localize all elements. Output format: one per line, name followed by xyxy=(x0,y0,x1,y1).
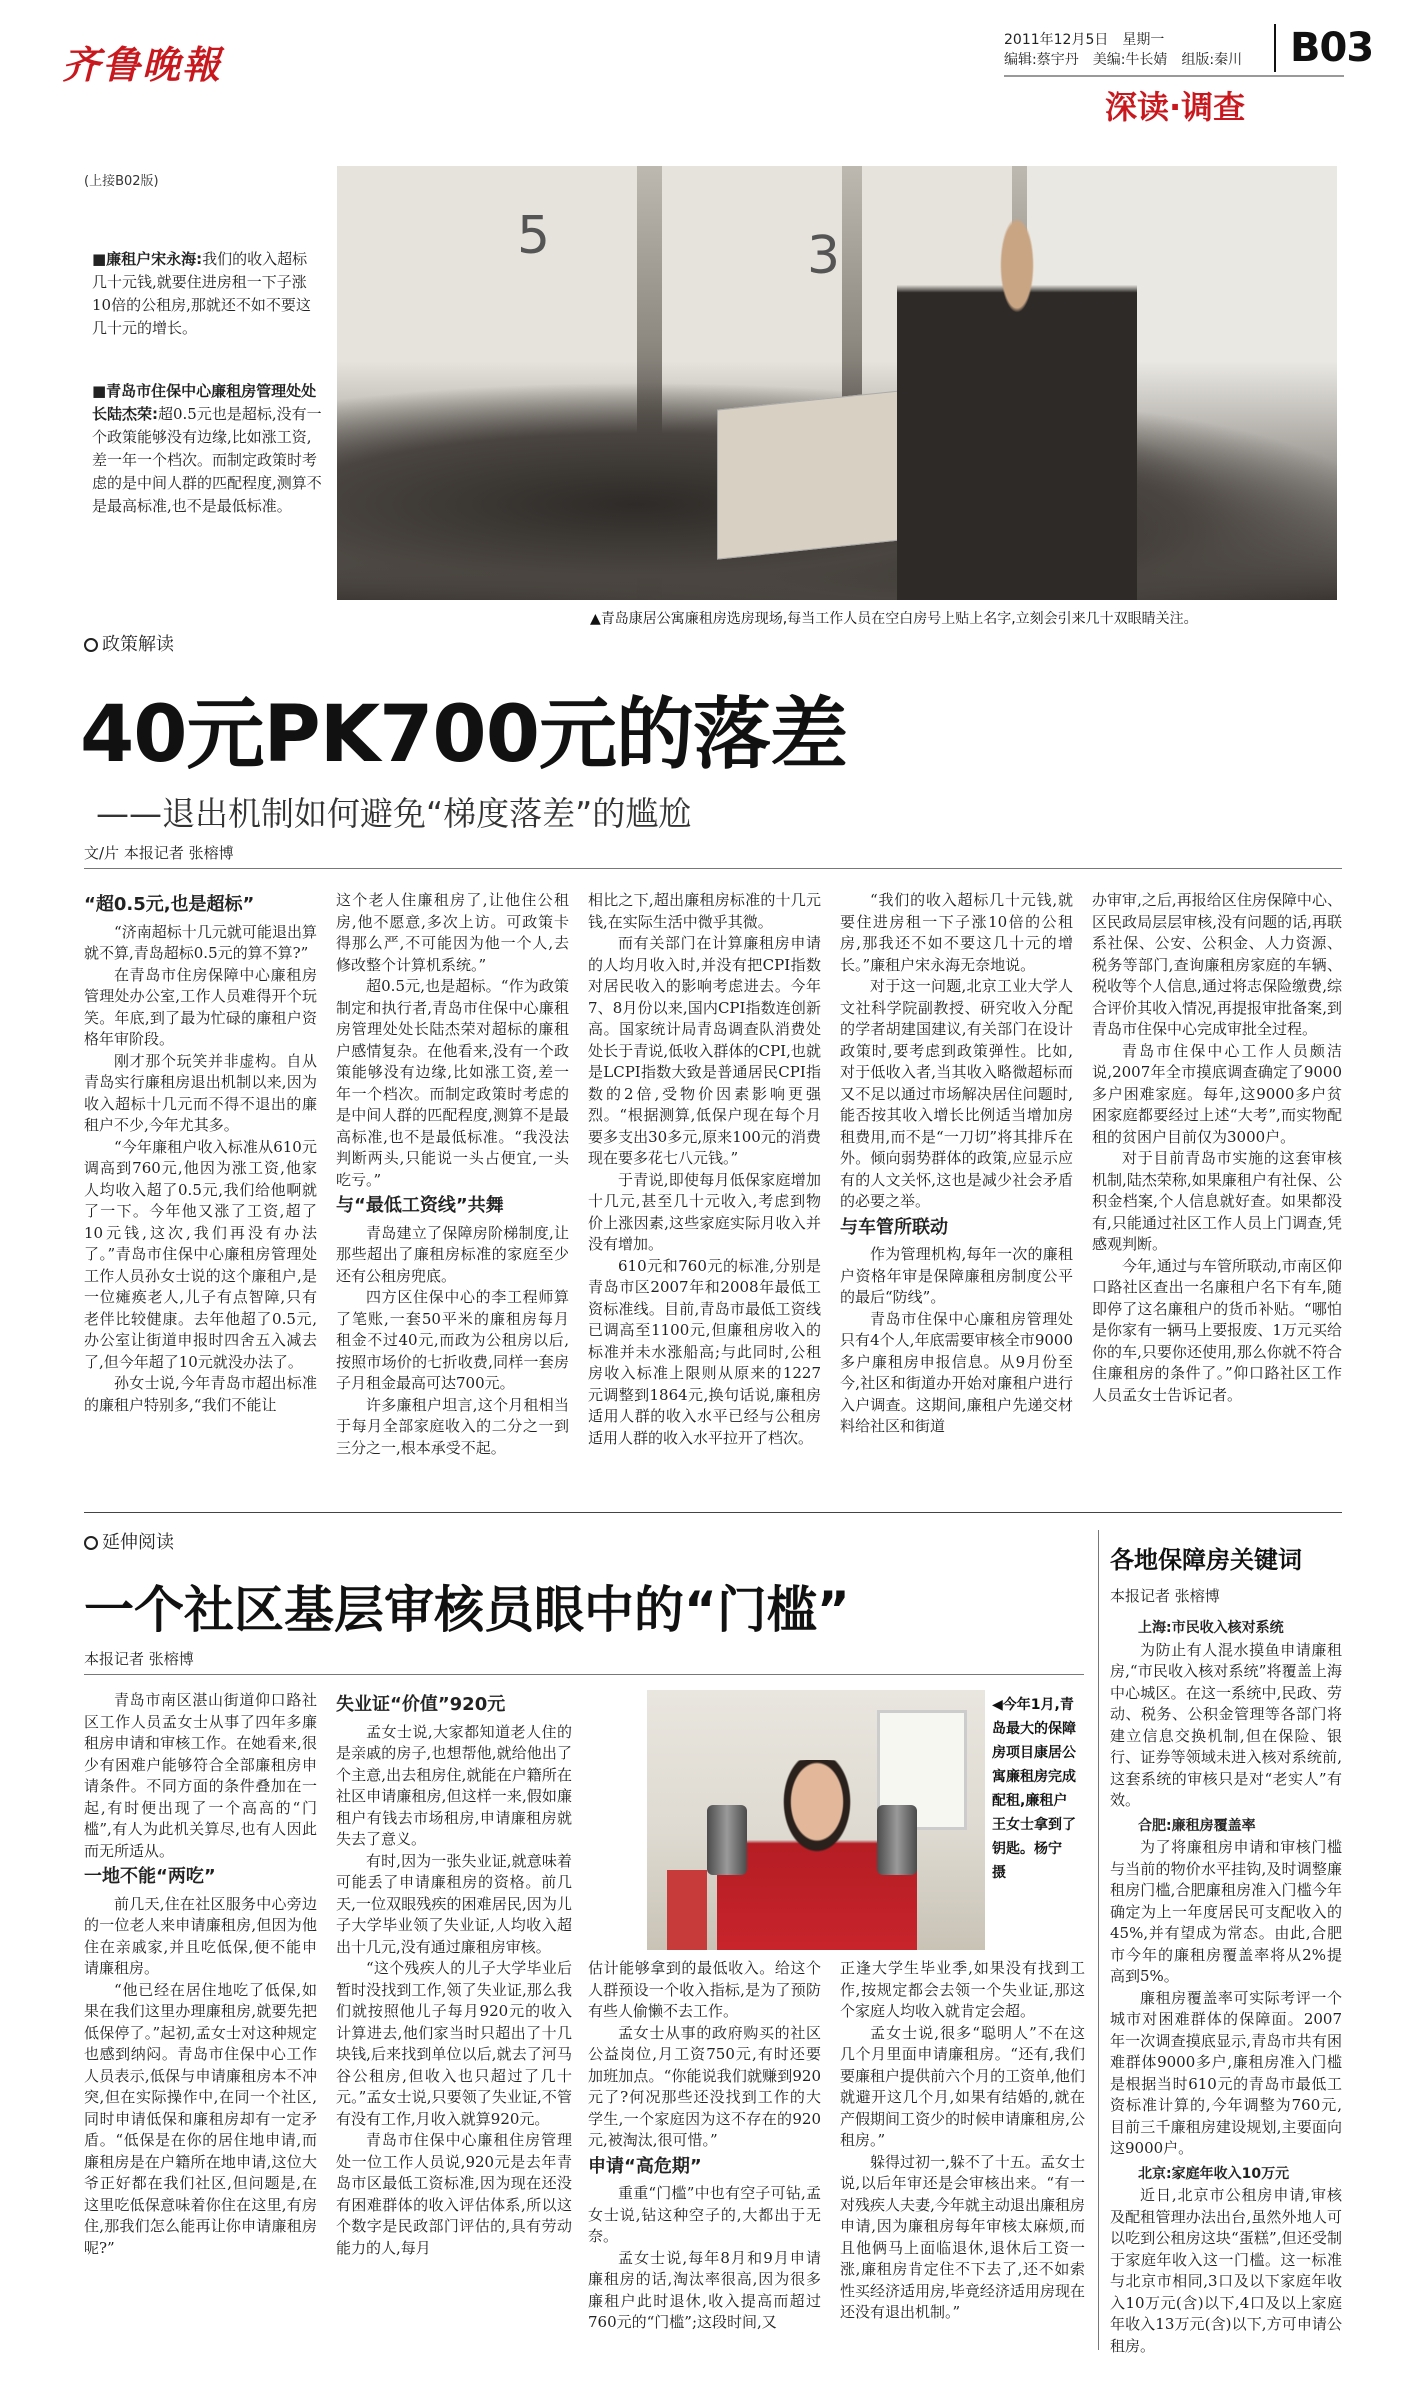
section-title: 深读·调查 xyxy=(1105,88,1246,126)
issue-date: 2011年12月5日 xyxy=(1004,32,1109,48)
art-credit: 美编:牛长婧 xyxy=(1092,52,1168,68)
paragraph: 廉租房覆盖率可实际考评一个城市对困难群体的保障面。2007年一次调查摸底显示,青岛市共有困难群体9000多户,廉租房准入门槛是根据当时610元的青岛市最低工资标准计算的,今年调整为760元,目前三千廉租房建设规划,主要面向这9000户。 xyxy=(1110,1988,1342,2157)
article-column-5 xyxy=(1092,890,1342,1406)
article-column-1 xyxy=(84,890,317,1416)
paragraph: 对于这一问题,北京工业大学人文社科学院副教授、研究收入分配的学者胡建国建议,有关部门在设计政策时,要考虑到政策弹性。比如,对于低收入者,当其收入略微超标而又不足以通过市场解决居住问题时,能否按其收入增长比例适当增加房租费用,而不是“一刀切”将其排斥在外。倾向弱势群体的政策,应显示应有的人文关怀,这也是减少社会矛盾的必要之举。 xyxy=(840,977,1073,1210)
headline-rule xyxy=(84,868,1342,869)
paragraph: 在青岛市住房保障中心廉租房管理处办公室,工作人员难得开个玩笑。年底,到了最为忙碌的廉租户资格年审阶段。 xyxy=(84,965,317,1048)
paragraph: 610元和760元的标准,分别是青岛市区2007年和2008年最低工资标准线。目前,青岛市最低工资线已调高至1100元,但廉租房收入的标准并未水涨船高;与此同时,公租房收入标准上限则从原来的1227元调整到1864元,换句话说,廉租房适用人群的收入水平已经与公租房适用人群的收入水平拉开了档次。 xyxy=(588,1256,821,1447)
main-subhead: ——退出机制如何避免“梯度落差”的尴尬 xyxy=(96,794,692,833)
page-number: B03 xyxy=(1290,25,1374,71)
paragraph: “我们的收入超标几十元钱,就要住进房租一下子涨10倍的公租房,那我还不如不要这几十元的增长。”廉租户宋永海无奈地说。 xyxy=(840,891,1073,974)
keywords-sidebar xyxy=(1110,1540,1342,2357)
masthead-divider xyxy=(1274,24,1276,72)
paragraph: 这个老人住廉租房了,让他住公租房,他不愿意,多次上访。可政策卡得那么严,不可能因为他一个人,去修改整个计算机系统。” xyxy=(336,891,569,974)
quote-text: 我们的收入超标几十元钱,就要住进房租一下子涨10倍的公租房,那就还不如不要这几十元的增长。 xyxy=(92,250,311,337)
paragraph: 孟女士说,很多“聪明人”不在这几个月里面申请廉租房。“还有,我们要廉租户提供前六个月的工资单,他们就避开这几个月,如果有结婚的,就在产假期间工资少的时候申请廉租房,公租房。” xyxy=(840,2023,1085,2149)
section-kicker-2 xyxy=(84,1528,174,1554)
paragraph: 青岛市南区湛山街道仰口路社区工作人员孟女士从事了四年多廉租房申请和审核工作。在她看来,很少有困难户能够符合全部廉租房申请条件。不同方面的条件叠加在一起,有时便出现了一个高高的“门槛”,有人为此机关算尽,也有人因此而无所适从。 xyxy=(84,1691,317,1860)
paragraph: 对于目前青岛市实施的这套审核机制,陆杰荣称,如果廉租户有社保、公积金档案,个人信息就好查。如果都没有,只能通过社区工作人员上门调查,凭感观判断。 xyxy=(1092,1149,1342,1253)
paragraph: 办审审,之后,再报给区住房保障中心、区民政局层层审核,没有问题的话,再联系社保、公安、公积金、人力资源、税务等部门,查询廉租房家庭的车辆、税收等个人信息,通过将志保险缴费,综合评价其收入情况,再提报审批备案,到青岛市住保中心完成审批全过程。 xyxy=(1092,891,1342,1038)
section-kicker xyxy=(84,630,174,656)
sidebar-subheading: 合肥:廉租房覆盖率 xyxy=(1138,1817,1256,1834)
paragraph: 正逢大学生毕业季,如果没有找到工作,按规定都会去领一个失业证,那这个家庭人均收入就肯定会超。 xyxy=(840,1959,1085,2020)
paragraph: 孟女士说,每年8月和9月申请廉租房的话,淘汰率很高,因为很多廉租户此时退休,收入提高而超过760元的“门槛”;这段时间,又 xyxy=(588,2248,821,2331)
quote-note-1 xyxy=(92,248,322,340)
photo-caption-2: ◀今年1月,青岛最大的保障房项目康居公寓廉租房完成配租,廉租户王女士拿到了钥匙。杨宁 摄 xyxy=(992,1697,1076,1881)
article-column-3 xyxy=(588,890,821,1449)
paragraph: 孟女士从事的政府购买的社区公益岗位,月工资750元,有时还要加班加点。“你能说我们就赚到920元了?何况那些还没找到工作的大学生,一个家庭因为这不存在的920元,被淘汰,很可惜。” xyxy=(588,2023,821,2149)
second-headline: 一个社区基层审核员眼中的“门槛” xyxy=(84,1581,850,1639)
paragraph: 而有关部门在计算廉租房申请的人均月收入时,并没有把CPI指数对居民收入的影响考虑进去。今年7、8月份以来,国内CPI指数连创新高。国家统计局青岛调查队消费处处长于青说,低收入群体的CPI,也就是LCPI指数大致是普通居民CPI指数的2倍,受物价因素影响更强烈。“根据测算,低保户现在每个月要多支出30多元,原来100元的消费现在要多花七八元钱。” xyxy=(588,934,821,1167)
masthead-rule xyxy=(1004,75,1344,77)
continued-note: (上接B02版) xyxy=(84,174,159,189)
sidebar-byline: 本报记者 张榕博 xyxy=(1110,1587,1220,1605)
paragraph: 今年,通过与车管所联动,市南区仰口路社区查出一名廉租户名下有车,随即停了这名廉租户的货币补贴。“哪怕是你家有一辆马上要报废、1万元买给你的车,只要你还使用,那么你就不符合住廉租房的条件了。”仰口路社区工作人员孟女士告诉记者。 xyxy=(1092,1256,1342,1404)
photo-caption: ▲青岛康居公寓廉租房选房现场,每当工作人员在空白房号上贴上名字,立刻会引来几十双眼睛关注。 xyxy=(590,611,1198,627)
sidebar-title: 各地保障房关键词 xyxy=(1110,1546,1302,1574)
circle-dot-icon xyxy=(84,1536,98,1550)
paragraph: 估计能够拿到的最低收入。给这个人群预设一个收入指标,是为了预防有些人偷懒不去工作。 xyxy=(588,1959,821,2020)
article2-column-2 xyxy=(336,1690,572,2259)
paragraph: 四方区住保中心的李工程师算了笔账,一套50平米的廉租房每月租金不过40元,而政为公租房以后,按照市场价的七折收费,同样一套房子月租金最高可达700元。 xyxy=(336,1288,569,1392)
kicker-label: 延伸阅读 xyxy=(102,1532,174,1553)
paragraph: 为了将廉租房申请和审核门槛与当前的物价水平挂钩,及时调整廉租房门槛,合肥廉租房准入门槛今年确定为上一年度居民可支配收入的45%,并有望成为常态。由此,合肥市今年的廉租房覆盖率将从2%提高到5%。 xyxy=(1110,1838,1342,1985)
paragraph: 于青说,即使每月低保家庭增加十几元,甚至几十元收入,考虑到物价上涨因素,这些家庭实际月收入并没有增加。 xyxy=(588,1170,821,1253)
paragraph: 重重“门槛”中也有空子可钻,孟女士说,钻这种空子的,大都出于无奈。 xyxy=(588,2184,821,2245)
article-column-2 xyxy=(336,890,569,1459)
quote-text: 超0.5元也是超标,没有一个政策能够没有边缘,比如涨工资,差一年一个档次。而制定政策时考虑的是中间人群的匹配程度,测算不是最高标准,也不是最低标准。 xyxy=(92,405,322,515)
quote-speaker: ■青岛市住保中心廉租房管理处处长陆杰荣: xyxy=(92,382,317,423)
circle-dot-icon xyxy=(84,638,98,652)
article2-column-3 xyxy=(588,1958,821,2334)
article2-byline: 本报记者 张榕博 xyxy=(84,1650,194,1668)
key-handover-photo xyxy=(647,1690,985,1950)
paragraph: 作为管理机构,每年一次的廉租户资格年审是保障廉租房制度公平的最后“防线”。 xyxy=(840,1245,1073,1306)
sidebar-divider xyxy=(1098,1530,1099,2350)
paragraph: 前几天,住在社区服务中心旁边的一位老人来申请廉租房,但因为他住在亲戚家,并且吃低保,便不能申请廉租房。 xyxy=(84,1894,317,1977)
sidebar-subheading: 上海:市民收入核对系统 xyxy=(1138,1620,1284,1636)
housing-selection-photo: 5 3 xyxy=(337,166,1337,600)
paragraph: 青岛市住保中心工作人员颇洁说,2007年全市摸底调查确定了9000多户困难家庭。每年,这9000多户贫困家庭都要经过上述“大考”,而实物配租的贫困户目前仅为3000户。 xyxy=(1092,1041,1342,1146)
paragraph: 许多廉租户坦言,这个月租相当于每月全部家庭收入的二分之一到三分之一,根本承受不起。 xyxy=(336,1395,569,1457)
article-column-4 xyxy=(840,890,1073,1438)
issue-meta xyxy=(1004,30,1242,70)
column-subheading: 与“最低工资线”共舞 xyxy=(336,1195,504,1216)
paragraph: 躲得过初一,躲不了十五。孟女士说,以后年审还是会审核出来。“有一对残疾人夫妻,今年就主动退出廉租房申请,因为廉租房每年审核太麻烦,而且他俩马上面临退休,退休后工资一涨,廉租房肯定住不下去了,还不如索性买经济适用房,毕竟经济适用房现在还没有退出机制。” xyxy=(840,2152,1085,2321)
paragraph: 孙女士说,今年青岛市超出标准的廉租户特别多,“我们不能让 xyxy=(84,1374,317,1414)
paragraph: 孟女士说,大家都知道老人住的是亲戚的房子,也想帮他,就给他出了个主意,出去租房住,就能在户籍所在社区申请廉租房,但这样一来,假如廉租户有钱去市场租房,申请廉租房就失去了意义。 xyxy=(336,1722,572,1848)
editor-credit: 编辑:蔡宇丹 xyxy=(1004,52,1079,68)
column-subheading: 一地不能“两吃” xyxy=(84,1866,216,1887)
paragraph: “这个残疾人的儿子大学毕业后暂时没找到工作,领了失业证,那么我们就按照他儿子每月920元的收入计算进去,他们家当时只超出了十几块钱,后来找到单位以后,就去了河马谷公租房,但收入也只超过了几十元。”孟女士说,只要领了失业证,不管有没有工作,月收入就算920元。 xyxy=(336,1959,572,2128)
section-divider xyxy=(84,1512,1342,1513)
newspaper-logo: 齐鲁晚報 xyxy=(62,43,223,87)
sidebar-subheading: 北京:家庭年收入10万元 xyxy=(1138,2165,1290,2182)
quote-note-2 xyxy=(92,380,322,518)
column-subheading: 失业证“价值”920元 xyxy=(336,1694,506,1715)
article2-column-4 xyxy=(840,1958,1085,2324)
column-subheading: “超0.5元,也是超标” xyxy=(84,894,255,915)
paragraph: 有时,因为一张失业证,就意味着可能丢了申请廉租房的资格。前几天,一位双眼残疾的困难居民,因为儿子大学毕业领了失业证,人均收入超出十几元,没有通过廉租房审核。 xyxy=(336,1851,572,1956)
paragraph: “今年廉租户收入标准从610元调高到760元,他因为涨工资,他家人均收入超了0.5元,我们给他啊就了一下。今年他又涨了工资,超了10元钱,这次,我们再没有办法了。”青岛市住保中心廉租房管理处工作人员孙女士说的这个廉租户,是一位瘫痪老人,儿子有点智障,只有老伴比较健康。去年他超了0.5元,办公室让街道申报时四舍五入减去了,但今年超了10元就没办法了。 xyxy=(84,1137,317,1371)
proof-credit: 组版:秦川 xyxy=(1181,52,1243,68)
paragraph: 刚才那个玩笑并非虚构。自从青岛实行廉租房退出机制以来,因为收入超标十几元而不得不退出的廉租户不少,今年尤其多。 xyxy=(84,1051,317,1134)
paragraph: “他已经在居住地吃了低保,如果在我们这里办理廉租房,就要先把低保停了。”起初,孟女士对这种规定也感到纳闷。青岛市住保中心工作人员表示,低保与申请廉租房本不冲突,但在实际操作中,在同一个社区,同时申请低保和廉租房却有一定矛盾。“低保是在你的居住地申请,而廉租房是在户籍所在地申请,这位大爷正好都在我们社区,但问题是,在这里吃低保意味着你住在这里,有房住,那我们怎么能再让你申请廉租房呢?” xyxy=(84,1980,317,2257)
paragraph: 青岛市住保中心廉租房管理处只有4个人,年底需要审核全市9000多户廉租房申报信息。从9月份至今,社区和街道办开始对廉租户进行入户调查。这期间,廉租户先递交材料给社区和街道 xyxy=(840,1309,1073,1435)
masthead xyxy=(0,0,1417,140)
quote-speaker: ■廉租户宋永海: xyxy=(92,250,203,268)
paragraph: 青岛建立了保障房阶梯制度,让那些超出了廉租房标准的家庭至少还有公租房兜底。 xyxy=(336,1223,569,1285)
column-subheading: 申请“高危期” xyxy=(588,2155,702,2177)
issue-weekday: 星期一 xyxy=(1122,32,1165,48)
kicker-label: 政策解读 xyxy=(102,634,174,655)
article2-column-1 xyxy=(84,1690,317,2259)
article-byline: 文/片 本报记者 张榕博 xyxy=(84,844,234,862)
paragraph: “济南超标十几元就可能退出算就不算,青岛超标0.5元的算不算?” xyxy=(84,922,317,962)
paragraph: 超0.5元,也是超标。“作为政策制定和执行者,青岛市住保中心廉租房管理处处长陆杰荣对超标的廉租户感情复杂。在他看来,没有一个政策能够没有边缘,比如涨工资,差一年一个档次。而制定政策时考虑的是中间人群的匹配程度,测算不是最高标准,也不是最低标准。“我没法判断两头,只能说一头占便宜,一头吃亏。” xyxy=(336,977,569,1189)
paragraph: 青岛市住保中心廉租住房管理处一位工作人员说,920元是去年青岛市区最低工资标准,因为现在还没有困难群体的收入评估体系,所以这个数字是民政部门评估的,具有劳动能力的人,每月 xyxy=(336,2131,572,2257)
column-subheading: 与车管所联动 xyxy=(840,1216,948,1238)
main-headline: 40元PK700元的落差 xyxy=(80,690,847,780)
paragraph: 相比之下,超出廉租房标准的十几元钱,在实际生活中微乎其微。 xyxy=(588,891,821,931)
headline-rule-2 xyxy=(84,1674,1084,1675)
paragraph: 为防止有人混水摸鱼申请廉租房,“市民收入核对系统”将覆盖上海中心城区。在这一系统中,民政、劳动、税务、公积金管理等各部门将建立信息交换机制,但在保险、银行、证券等领域未进入核对系统前,这套系统的审核只是对“老实人”有效。 xyxy=(1110,1640,1342,1809)
paragraph: 近日,北京市公租房申请,审核及配租管理办法出台,虽然外地人可以吃到公租房这块“蛋糕”,但还受制于家庭年收入这一门槛。这一标准与北京市相同,3口及以下家庭年收入10万元(含)以下,4口及以上家庭年收入13万元(含)以下,方可申请公租房。 xyxy=(1110,2186,1342,2355)
